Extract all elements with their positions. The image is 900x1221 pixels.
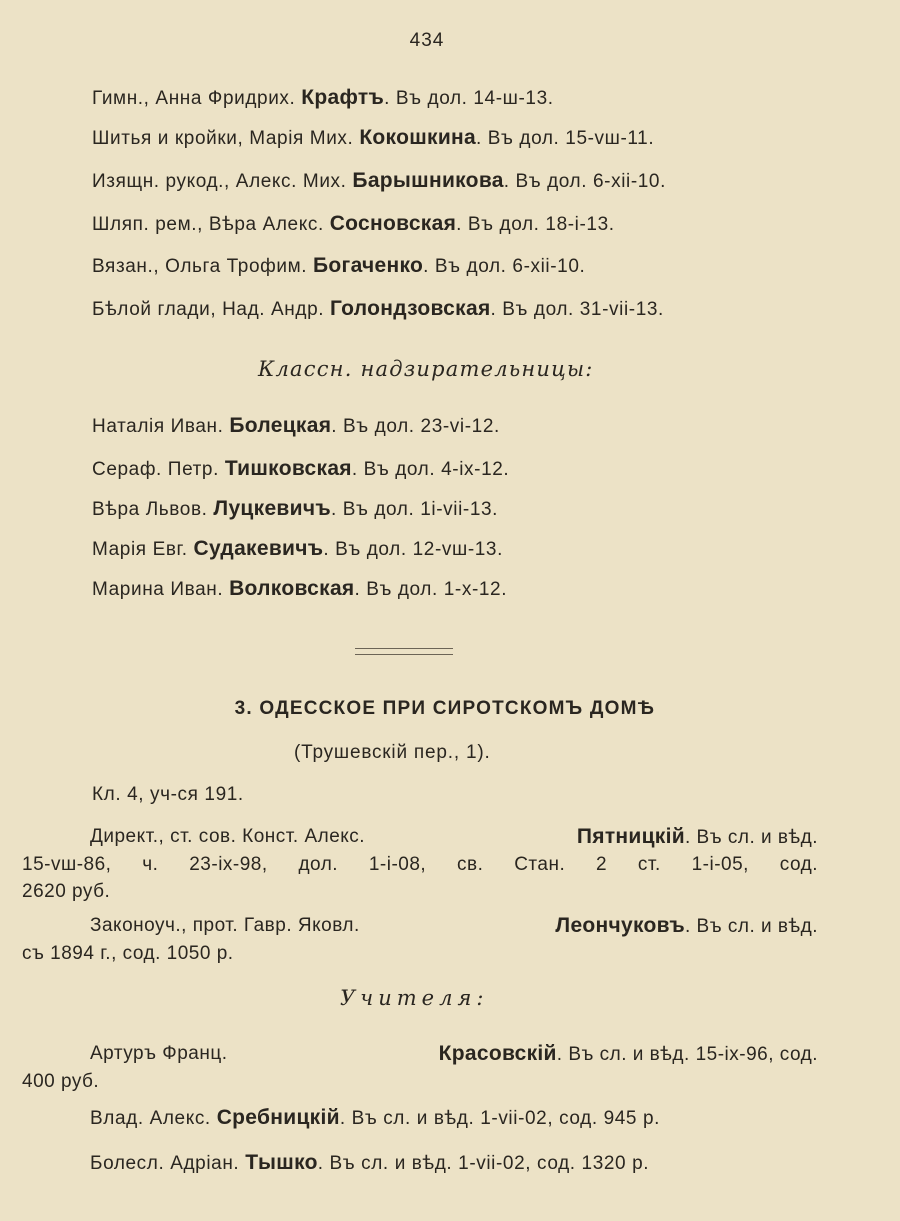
supervisor-entry: Сераф. Петр. Тишковская. Въ дол. 4-іх-12.: [92, 457, 510, 480]
person-name: Крафтъ: [301, 86, 385, 109]
priest-entry: Законоуч., прот. Гавр. Яковл. Леончуковъ. Въ сл. и вѣд. съ 1894 г., сод. 1050 р.: [22, 914, 818, 964]
address: (Трушевскій пер., 1).: [294, 742, 491, 763]
teacher-entry: Бѣлой глади, Над. Андр. Голондзовская. Въ дол. 31-vіі-13.: [92, 297, 664, 320]
teacher-entry: Артуръ Франц. Красовскій. Въ сл. и вѣд. 15-іх-96, сод. 400 руб.: [22, 1042, 818, 1092]
teacher-entry: Шляп. рем., Вѣра Алекс. Сосновская. Въ дол. 18-і-13.: [92, 212, 615, 235]
person-name: Пятницкій: [576, 825, 685, 848]
person-name: Богаченко: [313, 254, 424, 277]
person-name: Болецкая: [229, 414, 332, 437]
teacher-entry: Шитья и кройки, Марія Мих. Кокошкина. Въ дол. 15-vш-11.: [92, 126, 655, 149]
person-name: Леончуковъ: [555, 914, 685, 937]
person-name: Красовскій: [438, 1042, 557, 1065]
teacher-entry: Болесл. Адріан. Тышко. Въ сл. и вѣд. 1-vіі-02, сод. 1320 р.: [90, 1151, 650, 1174]
supervisor-entry: Марія Евг. Судакевичъ. Въ дол. 12-vш-13.: [92, 537, 503, 560]
supervisor-entry: Вѣра Львов. Луцкевичъ. Въ дол. 1і-vіі-13.: [92, 497, 499, 520]
teacher-entry: Гимн., Анна Фридрих. Крафтъ. Въ дол. 14-ш-13.: [92, 86, 554, 109]
page-number: 434: [409, 30, 445, 51]
person-name: Луцкевичъ: [213, 497, 331, 520]
teacher-entry: Вязан., Ольга Трофим. Богаченко. Въ дол. 6-хіі-10.: [92, 254, 586, 277]
supervisor-entry: Марина Иван. Волковская. Въ дол. 1-х-12.: [92, 577, 508, 600]
person-name: Сребницкій: [216, 1106, 340, 1129]
teacher-entry: Влад. Алекс. Сребницкій. Въ сл. и вѣд. 1-vіі-02, сод. 945 р.: [90, 1106, 661, 1129]
teachers-heading: Учителя:: [340, 986, 489, 1010]
section-title: 3. ОДЕССКОЕ ПРИ СИРОТСКОМЪ ДОМѢ: [234, 698, 656, 719]
person-name: Голондзовская: [330, 297, 491, 320]
supervisor-entry: Наталія Иван. Болецкая. Въ дол. 23-vі-12.: [92, 414, 500, 437]
supervisors-heading: Классн. надзирательницы:: [258, 357, 594, 381]
teacher-entry: Изящн. рукод., Алекс. Мих. Барышникова. Въ дол. 6-хіі-10.: [92, 169, 666, 192]
person-name: Тышко: [245, 1151, 318, 1174]
section-divider: [355, 648, 453, 655]
person-name: Кокошкина: [359, 126, 477, 149]
person-name: Судакевичъ: [193, 537, 324, 560]
classes-count: Кл. 4, уч-ся 191.: [92, 784, 244, 805]
person-name: Волковская: [229, 577, 355, 600]
director-entry: Директ., ст. сов. Конст. Алекс. Пятницкій. Въ сл. и вѣд. 15-vш-86, ч. 23-іх-98, дол. 1-і-08, св. Стан. 2 ст. 1-і-05, сод. 2620 руб.: [22, 825, 818, 902]
person-name: Барышникова: [352, 169, 504, 192]
person-name: Сосновская: [329, 212, 457, 235]
person-name: Тишковская: [224, 457, 352, 480]
